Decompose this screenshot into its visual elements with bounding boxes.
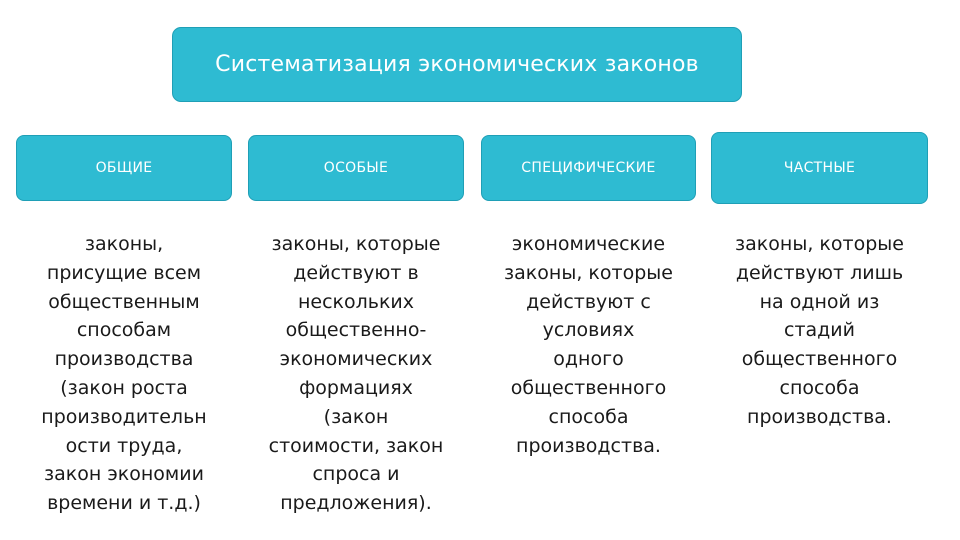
description-line: стадий [784, 319, 855, 342]
description-line: способам [76, 319, 172, 342]
description-line: законы, [84, 233, 164, 255]
category-label-special: ОСОБЫЕ [323, 160, 389, 176]
description-line: действуют с [526, 290, 651, 313]
category-box-particular [711, 132, 928, 204]
description-line: законы, которые [735, 233, 904, 255]
description-line: экономические [511, 233, 666, 255]
description-line: производства. [747, 405, 892, 428]
description-line: закон экономии [44, 463, 204, 486]
description-line: присущие всем [46, 261, 202, 284]
description-line: одного [553, 348, 624, 371]
description-line: стоимости, закон [268, 434, 444, 457]
description-line: спроса и [312, 463, 400, 486]
description-line: времени и т.д.) [47, 492, 201, 515]
category-box-specific [481, 135, 696, 201]
description-line: законы, которые [271, 233, 441, 255]
description-line: законы, которые [504, 261, 673, 284]
description-line: ости труда, [65, 434, 183, 457]
description-line: нескольких [297, 290, 415, 313]
category-label-general: ОБЩИЕ [95, 160, 153, 176]
description-line: производительн [41, 405, 207, 428]
diagram-title: Систематизация экономических законов [215, 52, 699, 77]
description-line: общественного [741, 348, 898, 371]
diagram-title-box [172, 27, 742, 102]
description-line: действуют в [293, 261, 419, 284]
category-label-particular: ЧАСТНЫЕ [783, 160, 856, 176]
description-line: способа [779, 376, 860, 399]
category-label-specific: СПЕЦИФИЧЕСКИЕ [521, 160, 656, 176]
description-special [248, 230, 464, 518]
description-specific [481, 230, 696, 460]
description-line: способа [548, 405, 629, 428]
description-particular [711, 230, 928, 432]
description-line: (закон роста [60, 376, 188, 399]
description-line: (закон [323, 405, 389, 428]
description-line: условиях [542, 319, 635, 342]
description-line: производства. [516, 434, 661, 457]
description-line: производства [54, 348, 194, 371]
description-general [16, 230, 232, 518]
category-box-general [16, 135, 232, 201]
description-line: действуют лишь [735, 261, 904, 284]
description-line: экономических [279, 348, 433, 371]
category-box-special [248, 135, 464, 201]
description-line: предложения). [280, 492, 432, 515]
description-line: общественным [48, 290, 200, 313]
description-line: формациях [299, 376, 413, 399]
description-line: общественно- [285, 319, 427, 342]
description-line: общественного [510, 376, 667, 399]
description-line: на одной из [759, 290, 880, 313]
